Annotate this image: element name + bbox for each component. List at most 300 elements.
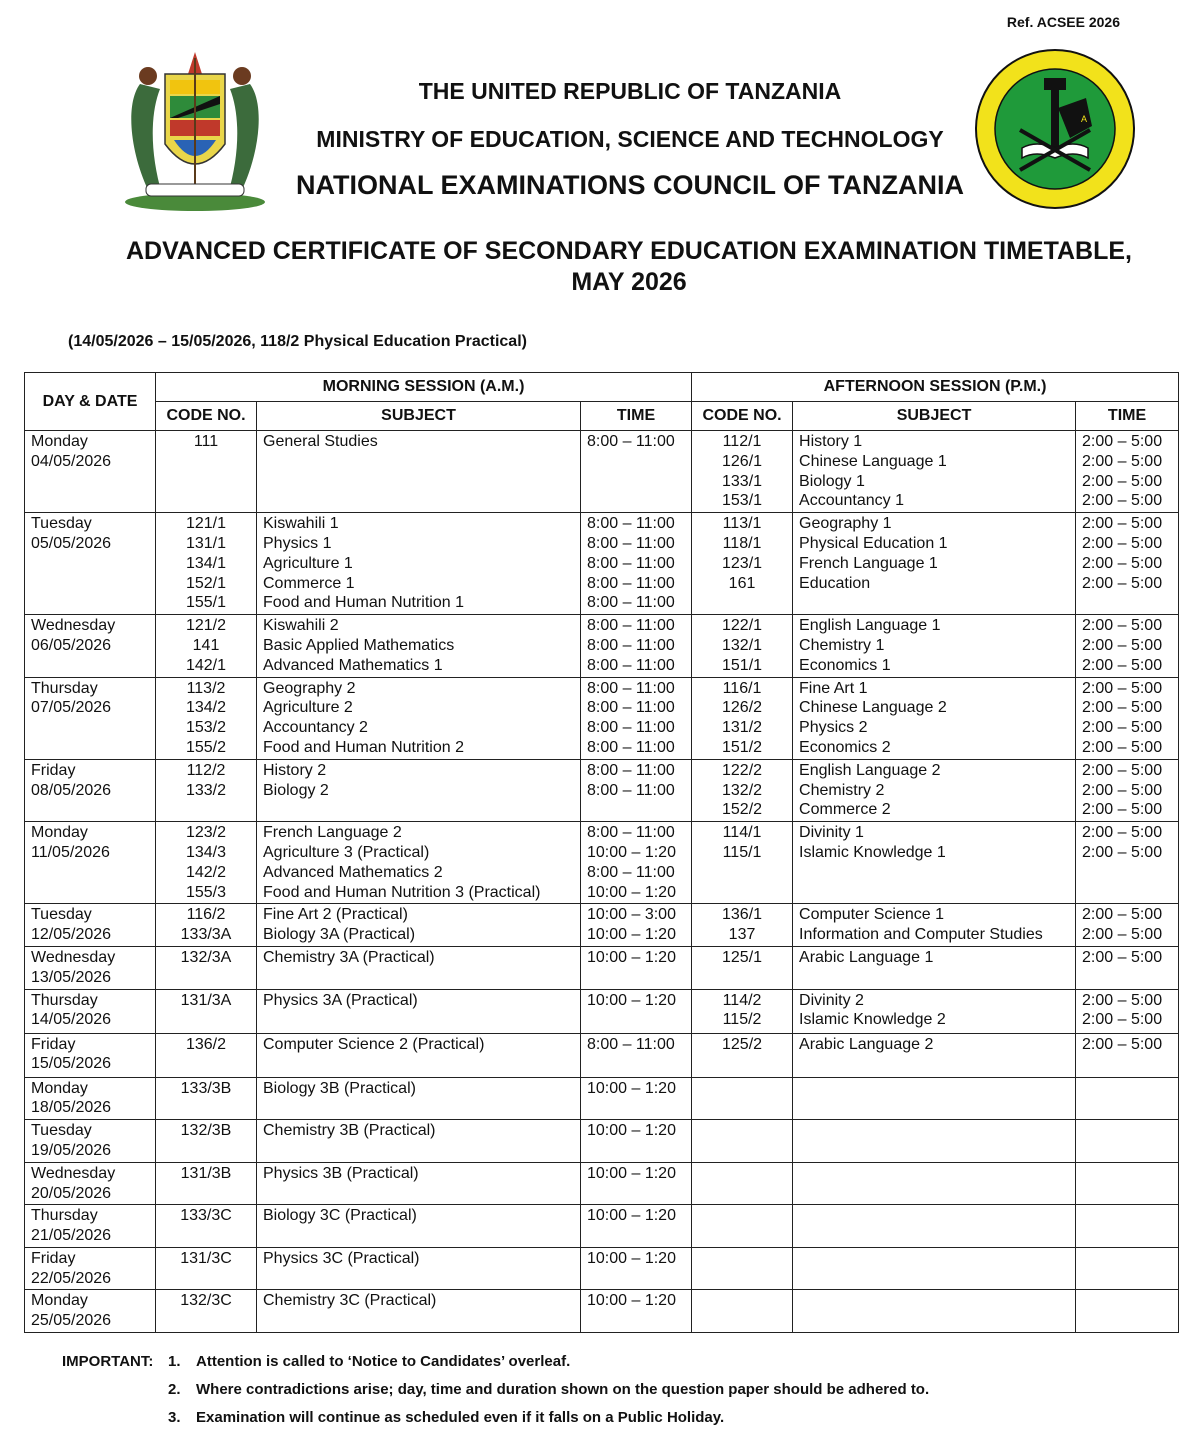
day-name: Monday [31, 1292, 88, 1310]
day-name: Wednesday [31, 1164, 116, 1182]
day-cell [25, 1290, 156, 1333]
am-subject-header: SUBJECT [257, 402, 581, 431]
pm-time-line: 2:00 – 5:00 [1082, 843, 1163, 861]
pm-subject-line: Arabic Language 1 [799, 948, 934, 966]
header-row-sessions [25, 373, 1179, 402]
table-row [25, 759, 1179, 821]
pm-time-cell [1076, 1077, 1179, 1120]
am-code-line: 133/3C [180, 1207, 232, 1225]
svg-text:A: A [1081, 114, 1088, 124]
pm-time-cell [1076, 759, 1179, 821]
am-subject-cell [257, 513, 581, 615]
pm-code-cell [692, 822, 793, 904]
pm-time-line: 2:00 – 5:00 [1082, 617, 1163, 635]
pm-code-line: 113/1 [722, 515, 762, 533]
am-subject-line: Agriculture 3 (Practical) [263, 843, 430, 861]
day-cell [25, 615, 156, 677]
exam-date: 22/05/2026 [31, 1269, 112, 1287]
am-code-line: 132/3C [180, 1292, 232, 1310]
day-cell [25, 946, 156, 989]
pm-code-line: 126/1 [722, 452, 763, 470]
am-code-cell [156, 822, 257, 904]
am-time-line: 8:00 – 11:00 [587, 433, 675, 450]
day-cell [25, 904, 156, 947]
am-subject-line: Geography 2 [263, 679, 356, 697]
pm-subject-line: Fine Art 1 [799, 679, 868, 697]
pm-code-line: 151/1 [722, 656, 763, 674]
am-code-line: 131/3C [180, 1249, 232, 1267]
am-time-cell [581, 1290, 692, 1333]
pm-code-line: 123/1 [722, 554, 763, 572]
pm-code-line: 115/2 [722, 1011, 762, 1029]
day-name: Tuesday [31, 1122, 92, 1140]
am-time-line: 10:00 – 3:00 [587, 906, 676, 924]
am-time-line: 8:00 – 11:00 [587, 824, 675, 842]
pm-code-line: 122/1 [722, 617, 763, 635]
am-code-line: 132/3A [180, 948, 232, 966]
pm-subject-cell [793, 989, 1076, 1033]
pm-time-cell [1076, 513, 1179, 615]
am-subject-cell [257, 677, 581, 759]
am-subject-line: Kiswahili 2 [263, 617, 339, 635]
am-time-line: 8:00 – 11:00 [587, 1035, 675, 1053]
am-time-cell [581, 904, 692, 947]
pm-code-cell [692, 431, 793, 513]
pm-time-cell [1076, 1290, 1179, 1333]
am-subject-line: French Language 2 [263, 824, 402, 842]
am-subject-line: Food and Human Nutrition 2 [263, 738, 464, 756]
timetable [24, 372, 1179, 1333]
pm-subject-line: History 1 [799, 433, 863, 450]
day-cell [25, 1205, 156, 1248]
pm-subject-cell [793, 431, 1076, 513]
day-cell [25, 1120, 156, 1163]
am-subject-cell [257, 759, 581, 821]
am-code-cell [156, 1120, 257, 1163]
am-subject-line: Food and Human Nutrition 3 (Practical) [263, 883, 541, 901]
am-subject-cell [257, 1290, 581, 1333]
pm-subject-line: Islamic Knowledge 2 [799, 1011, 946, 1029]
pm-subject-cell [793, 1205, 1076, 1248]
title-line-2: MAY 2026 [571, 268, 687, 296]
am-time-line: 8:00 – 11:00 [587, 515, 675, 533]
table-row [25, 1247, 1179, 1290]
am-code-line: 121/1 [185, 515, 227, 533]
am-time-cell [581, 513, 692, 615]
exam-date: 12/05/2026 [31, 926, 112, 944]
pm-subject-cell [793, 1120, 1076, 1163]
day-cell [25, 513, 156, 615]
am-code-line: 131/3B [180, 1164, 232, 1182]
pm-time-line: 2:00 – 5:00 [1082, 492, 1163, 510]
table-row [25, 904, 1179, 947]
am-time-cell [581, 1120, 692, 1163]
important-label: IMPORTANT: [62, 1353, 154, 1370]
council-name: NATIONAL EXAMINATIONS COUNCIL OF TANZANIA [296, 170, 964, 200]
am-time-line: 8:00 – 11:00 [587, 617, 675, 635]
pm-code-line: 137 [728, 926, 756, 944]
am-code-line: 131/1 [185, 534, 227, 552]
pm-time-line: 2:00 – 5:00 [1082, 991, 1163, 1009]
am-code-line: 153/2 [185, 719, 227, 737]
pm-code-line: 122/2 [722, 761, 763, 779]
pm-code-cell [692, 1247, 793, 1290]
pm-time-line: 2:00 – 5:00 [1082, 472, 1163, 490]
am-code-cell [156, 1205, 257, 1248]
pm-subject-line: French Language 1 [799, 554, 938, 572]
am-code-line: 133/3A [180, 926, 232, 944]
pm-subject-cell [793, 1247, 1076, 1290]
pm-time-line: 2:00 – 5:00 [1082, 761, 1163, 779]
pm-subject-line: Education [799, 574, 871, 592]
am-subject-cell [257, 615, 581, 677]
am-time-line: 8:00 – 11:00 [587, 719, 675, 737]
am-time-cell [581, 759, 692, 821]
am-time-cell [581, 1033, 692, 1077]
title-line-1: ADVANCED CERTIFICATE OF SECONDARY EDUCATION EXAMINATION TIMETABLE, [125, 237, 1133, 265]
am-code-line: 155/1 [185, 594, 227, 612]
exam-date: 11/05/2026 [31, 843, 110, 861]
pm-subject-cell [793, 904, 1076, 947]
am-time-header: TIME [581, 402, 692, 431]
am-subject-cell [257, 1120, 581, 1163]
am-time-line: 10:00 – 1:20 [587, 991, 676, 1009]
am-code-line: 136/2 [185, 1035, 227, 1053]
exam-date: 21/05/2026 [31, 1227, 112, 1245]
pm-time-cell [1076, 1247, 1179, 1290]
am-subject-cell [257, 822, 581, 904]
day-cell [25, 759, 156, 821]
pm-time-line: 2:00 – 5:00 [1082, 554, 1163, 572]
exam-date: 04/05/2026 [31, 452, 112, 470]
day-cell [25, 1247, 156, 1290]
pm-subject-cell [793, 946, 1076, 989]
pm-time-line: 2:00 – 5:00 [1082, 656, 1163, 674]
pm-time-line: 2:00 – 5:00 [1082, 781, 1163, 799]
coat-of-arms-logo [120, 44, 270, 212]
am-subject-line: Chemistry 3A (Practical) [263, 948, 435, 966]
pm-subject-cell [793, 759, 1076, 821]
am-subject-line: Agriculture 2 [263, 699, 353, 717]
pm-time-line: 2:00 – 5:00 [1082, 636, 1163, 654]
pm-subject-cell [793, 1290, 1076, 1333]
pm-subject-cell [793, 1162, 1076, 1205]
exam-date: 07/05/2026 [31, 699, 112, 717]
important-item-2: 2. Where contradictions arise; day, time and duration shown on the question paper should be adhered to. [168, 1381, 930, 1398]
am-time-cell [581, 677, 692, 759]
pm-time-cell [1076, 989, 1179, 1033]
day-cell [25, 677, 156, 759]
pm-time-line: 2:00 – 5:00 [1082, 926, 1163, 944]
pm-time-line: 2:00 – 5:00 [1082, 574, 1163, 592]
day-name: Monday [31, 824, 88, 842]
pm-subject-cell [793, 1077, 1076, 1120]
am-code-line: 112/2 [186, 761, 226, 779]
pm-code-cell [692, 989, 793, 1033]
pm-time-line: 2:00 – 5:00 [1082, 906, 1163, 924]
am-subject-line: Advanced Mathematics 1 [263, 656, 443, 674]
pm-subject-line: Biology 1 [799, 472, 865, 490]
am-subject-line: Biology 3A (Practical) [263, 926, 416, 944]
pm-subject-line: Commerce 2 [799, 801, 891, 819]
am-subject-line: Chemistry 3C (Practical) [263, 1292, 437, 1310]
pm-time-cell [1076, 431, 1179, 513]
pm-subject-line: Chemistry 1 [799, 636, 885, 654]
pm-code-cell [692, 1290, 793, 1333]
exam-date: 14/05/2026 [31, 1011, 112, 1029]
am-subject-cell [257, 1162, 581, 1205]
pm-code-line: 131/2 [722, 719, 763, 737]
day-name: Friday [31, 1249, 76, 1267]
exam-date: 15/05/2026 [31, 1055, 112, 1073]
day-cell [25, 431, 156, 513]
am-time-line: 8:00 – 11:00 [587, 863, 675, 881]
pm-time-line: 2:00 – 5:00 [1082, 824, 1163, 842]
day-name: Tuesday [31, 515, 92, 533]
pm-time-line: 2:00 – 5:00 [1082, 948, 1163, 966]
am-time-line: 8:00 – 11:00 [587, 554, 675, 572]
am-time-cell [581, 1077, 692, 1120]
pm-subject-line: Arabic Language 2 [799, 1035, 934, 1053]
pm-time-line: 2:00 – 5:00 [1082, 452, 1163, 470]
am-time-line: 8:00 – 11:00 [587, 761, 675, 779]
pm-time-cell [1076, 904, 1179, 947]
pm-code-cell [692, 1162, 793, 1205]
am-code-line: 131/3A [180, 991, 232, 1009]
table-row [25, 677, 1179, 759]
am-code-line: 123/2 [185, 824, 227, 842]
am-time-cell [581, 989, 692, 1033]
morning-session-header: MORNING SESSION (A.M.) [156, 373, 692, 402]
pm-time-line: 2:00 – 5:00 [1082, 699, 1163, 717]
table-row [25, 1290, 1179, 1333]
am-time-line: 8:00 – 11:00 [587, 594, 675, 612]
am-subject-line: Food and Human Nutrition 1 [263, 594, 464, 612]
am-time-line: 10:00 – 1:20 [587, 1079, 676, 1097]
am-subject-cell [257, 1033, 581, 1077]
am-time-cell [581, 431, 692, 513]
am-code-cell [156, 1290, 257, 1333]
day-name: Monday [31, 1079, 88, 1097]
pm-time-cell [1076, 1033, 1179, 1077]
pm-code-cell [692, 1033, 793, 1077]
am-subject-line: Physics 3A (Practical) [263, 991, 418, 1009]
am-subject-line: Advanced Mathematics 2 [263, 863, 443, 881]
am-time-cell [581, 822, 692, 904]
pm-code-line: 133/1 [722, 472, 763, 490]
pm-subject-line: Chinese Language 1 [799, 452, 947, 470]
am-code-cell [156, 1033, 257, 1077]
am-time-cell [581, 615, 692, 677]
table-row [25, 1033, 1179, 1077]
pm-code-cell [692, 513, 793, 615]
pm-code-line: 118/1 [722, 534, 762, 552]
day-date-header: DAY & DATE [25, 373, 156, 431]
pm-code-cell [692, 1077, 793, 1120]
pm-code-cell [692, 759, 793, 821]
pm-code-cell [692, 1205, 793, 1248]
table-row [25, 1205, 1179, 1248]
day-cell [25, 1033, 156, 1077]
am-code-cell [156, 989, 257, 1033]
pm-time-cell [1076, 1120, 1179, 1163]
pm-code-cell [692, 1120, 793, 1163]
pm-code-header: CODE NO. [692, 402, 793, 431]
pm-time-cell [1076, 615, 1179, 677]
important-item-1: IMPORTANT: 1. Attention is called to ‘Notice to Candidates’ overleaf. [62, 1348, 929, 1376]
am-code-line: 134/3 [185, 843, 227, 861]
am-code-cell [156, 904, 257, 947]
am-code-cell [156, 759, 257, 821]
am-code-line: 111 [193, 433, 219, 450]
pm-code-cell [692, 946, 793, 989]
pm-code-line: 152/2 [722, 801, 763, 819]
day-name: Friday [31, 761, 76, 779]
am-subject-line: Commerce 1 [263, 574, 355, 592]
am-code-line: 134/2 [185, 699, 227, 717]
am-subject-line: Physics 3B (Practical) [263, 1164, 419, 1182]
am-subject-line: Computer Science 2 (Practical) [263, 1035, 485, 1053]
am-time-line: 10:00 – 1:20 [587, 1164, 676, 1182]
pm-time-cell [1076, 1205, 1179, 1248]
important-notes [62, 1348, 929, 1432]
am-code-cell [156, 1162, 257, 1205]
pm-subject-line: Divinity 2 [799, 991, 864, 1009]
country-name: THE UNITED REPUBLIC OF TANZANIA [418, 78, 842, 104]
am-subject-cell [257, 904, 581, 947]
table-row [25, 513, 1179, 615]
day-name: Monday [31, 433, 88, 450]
day-name: Tuesday [31, 906, 92, 924]
am-time-line: 10:00 – 1:20 [587, 843, 676, 861]
am-time-line: 8:00 – 11:00 [587, 738, 675, 756]
am-subject-line: Fine Art 2 (Practical) [263, 906, 408, 924]
exam-date: 08/05/2026 [31, 781, 112, 799]
pm-subject-header: SUBJECT [793, 402, 1076, 431]
am-subject-line: Physics 3C (Practical) [263, 1249, 420, 1267]
important-item-3: 3. Examination will continue as scheduled even if it falls on a Public Holiday. [168, 1409, 725, 1426]
document-title [40, 236, 1200, 298]
pm-subject-line: Divinity 1 [799, 824, 864, 842]
am-code-line: 142/1 [185, 656, 227, 674]
am-code-line: 116/2 [186, 906, 226, 924]
pm-time-line: 2:00 – 5:00 [1082, 679, 1163, 697]
am-subject-line: Biology 2 [263, 781, 329, 799]
am-time-line: 10:00 – 1:20 [587, 1207, 676, 1225]
am-code-line: 134/1 [185, 554, 227, 572]
am-time-cell [581, 1162, 692, 1205]
pm-subject-line: Islamic Knowledge 1 [799, 843, 946, 861]
pm-subject-cell [793, 822, 1076, 904]
pm-subject-line: Economics 2 [799, 738, 891, 756]
exam-date: 06/05/2026 [31, 636, 112, 654]
pm-code-line: 112/1 [722, 433, 762, 450]
pm-time-line: 2:00 – 5:00 [1082, 1011, 1163, 1029]
am-code-cell [156, 946, 257, 989]
am-time-line: 8:00 – 11:00 [587, 781, 675, 799]
am-subject-line: History 2 [263, 761, 327, 779]
exam-date: 18/05/2026 [31, 1099, 112, 1117]
pm-time-cell [1076, 677, 1179, 759]
am-code-header: CODE NO. [156, 402, 257, 431]
pm-code-line: 132/2 [722, 781, 763, 799]
am-subject-line: Chemistry 3B (Practical) [263, 1122, 436, 1140]
am-time-line: 8:00 – 11:00 [587, 699, 675, 717]
table-row [25, 989, 1179, 1033]
am-time-line: 10:00 – 1:20 [587, 948, 676, 966]
pm-code-line: 153/1 [722, 492, 763, 510]
day-cell [25, 989, 156, 1033]
table-row [25, 822, 1179, 904]
exam-date: 13/05/2026 [31, 968, 112, 986]
pm-subject-line: Physical Education 1 [799, 534, 948, 552]
exam-date: 19/05/2026 [31, 1141, 112, 1159]
pm-subject-line: Geography 1 [799, 515, 892, 533]
pm-time-line: 2:00 – 5:00 [1082, 719, 1163, 737]
day-name: Wednesday [31, 948, 116, 966]
pm-time-line: 2:00 – 5:00 [1082, 534, 1163, 552]
pm-code-cell [692, 615, 793, 677]
am-code-line: 141 [192, 636, 220, 654]
pm-time-line: 2:00 – 5:00 [1082, 801, 1163, 819]
necta-seal-logo [974, 48, 1136, 210]
day-cell [25, 1077, 156, 1120]
pm-time-line: 2:00 – 5:00 [1082, 738, 1163, 756]
pm-code-line: 125/1 [722, 948, 763, 966]
am-time-line: 8:00 – 11:00 [587, 656, 675, 674]
am-subject-line: General Studies [263, 433, 378, 450]
pe-practical-note: (14/05/2026 – 15/05/2026, 118/2 Physical Education Practical) [68, 333, 527, 350]
am-time-line: 10:00 – 1:20 [587, 926, 676, 944]
pm-subject-line: Chinese Language 2 [799, 699, 947, 717]
exam-date: 20/05/2026 [31, 1184, 112, 1202]
pm-code-line: 114/1 [722, 824, 762, 842]
am-time-line: 8:00 – 11:00 [587, 679, 675, 697]
pm-code-line: 116/1 [722, 679, 762, 697]
pm-time-line: 2:00 – 5:00 [1082, 1035, 1163, 1053]
pm-time-cell [1076, 822, 1179, 904]
am-time-line: 10:00 – 1:20 [587, 1249, 676, 1267]
am-code-line: 133/3B [180, 1079, 232, 1097]
am-time-cell [581, 1205, 692, 1248]
pm-subject-line: Computer Science 1 [799, 906, 944, 924]
reference-number: Ref. ACSEE 2026 [1006, 14, 1120, 30]
pm-subject-line: Chemistry 2 [799, 781, 885, 799]
pm-code-line: 125/2 [722, 1035, 763, 1053]
pm-subject-cell [793, 1033, 1076, 1077]
pm-code-line: 151/2 [722, 738, 763, 756]
pm-subject-cell [793, 615, 1076, 677]
pm-subject-cell [793, 677, 1076, 759]
header-row-columns [25, 402, 1179, 431]
am-code-cell [156, 677, 257, 759]
am-code-line: 155/3 [185, 883, 227, 901]
am-subject-line: Biology 3C (Practical) [263, 1207, 417, 1225]
table-row [25, 1162, 1179, 1205]
table-row [25, 1120, 1179, 1163]
table-row [25, 615, 1179, 677]
afternoon-session-header: AFTERNOON SESSION (P.M.) [692, 373, 1179, 402]
day-cell [25, 822, 156, 904]
pm-code-cell [692, 677, 793, 759]
am-time-line: 8:00 – 11:00 [587, 574, 675, 592]
pm-code-line: 136/1 [722, 906, 763, 924]
am-subject-line: Biology 3B (Practical) [263, 1079, 416, 1097]
pm-subject-line: Economics 1 [799, 656, 891, 674]
pm-subject-line: Physics 2 [799, 719, 868, 737]
am-subject-cell [257, 431, 581, 513]
pm-code-line: 126/2 [722, 699, 763, 717]
